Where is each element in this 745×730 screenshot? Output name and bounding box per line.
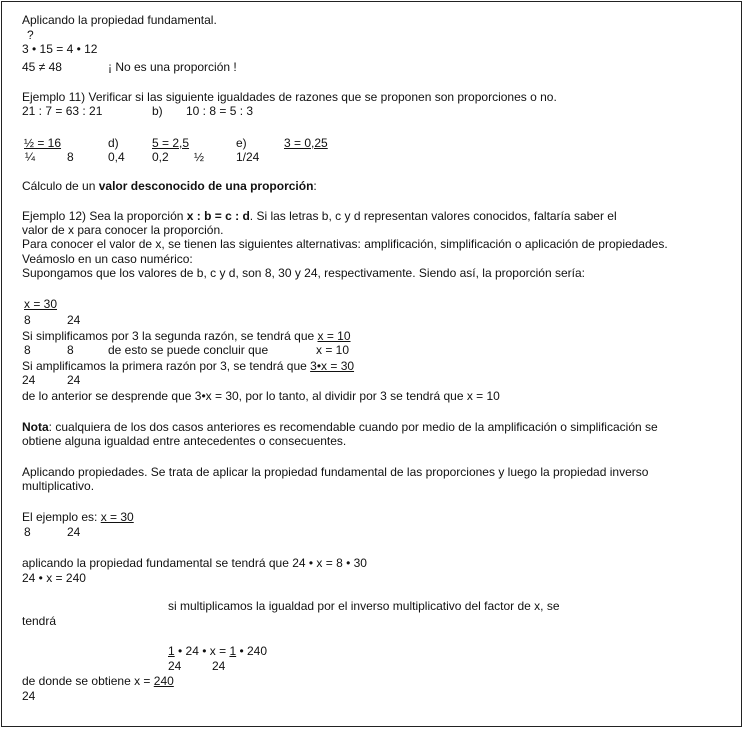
fraction-row-numerator: 3 = 0,25 [284, 136, 328, 150]
fraction-denominator: 0,2 [152, 150, 169, 164]
equation-line: 24 • x = 240 [22, 571, 86, 585]
paragraph-line: tendrá [22, 614, 57, 628]
exercise-e-label: e) [236, 136, 247, 150]
proportion-denominator: 8 [24, 313, 31, 327]
paragraph-line: multiplicativo. [22, 479, 95, 493]
amplify-denominator: 24 [22, 373, 36, 387]
question-mark: ? [27, 28, 34, 42]
exercise-b: 10 : 8 = 5 : 3 [186, 104, 254, 118]
inverse-denominator: 24 [168, 659, 182, 673]
fraction-denominator: ½ [194, 150, 205, 164]
simplify-denominator: 8 [24, 343, 31, 357]
fraction-denominator: 0,4 [108, 150, 125, 164]
fraction-denominator: ¼ [25, 150, 36, 164]
exercise-a: 21 : 7 = 63 : 21 [22, 104, 103, 118]
fraction-denominator: 1/24 [236, 150, 260, 164]
paragraph-line: Veámoslo en un caso numérico: [22, 252, 193, 266]
paragraph-line: Para conocer el valor de x, se tienen las siguientes alternativas: amplificación, simplificación o aplicación de propiedades. [22, 237, 668, 251]
example-denominator: 24 [67, 525, 81, 539]
inverse-equation: 1 • 24 • x = 1 • 240 [168, 644, 268, 658]
example-11-title: Ejemplo 11) Verificar si las siguiente igualdades de razones que se proponen son proporciones o no. [22, 90, 557, 104]
example-denominator: 8 [24, 525, 31, 539]
paragraph-line: de lo anterior se desprende que 3•x = 30, por lo tanto, al dividir por 3 se tendrá que x = 10 [22, 389, 500, 403]
fraction-row-numerator: 5 = 2,5 [152, 136, 190, 150]
paragraph-line: obtiene alguna igualdad entre antecedentes o consecuentes. [22, 434, 347, 448]
paragraph-line: Supongamos que los valores de b, c y d, son 8, 30 y 24, respectivamente. Siendo así, la proporción sería: [22, 266, 585, 280]
conclusion-text: de esto se puede concluir que [108, 343, 269, 357]
paragraph-line: aplicando la propiedad fundamental se tendrá que 24 • x = 8 • 30 [22, 556, 367, 570]
amplify-line: Si amplificamos la primera razón por 3, se tendrá que 3•x = 30 [22, 359, 355, 373]
paragraph-line: Aplicando propiedades. Se trata de aplicar la propiedad fundamental de las proporciones y luego la propiedad inverso [22, 465, 649, 479]
not-proportion-note: ¡ No es una proporción ! [108, 60, 237, 74]
proportion-denominator: 24 [67, 313, 81, 327]
conclusion-result: x = 10 [316, 343, 350, 357]
fraction-row-numerator: ½ = 16 [24, 136, 62, 150]
result-denominator: 24 [22, 689, 36, 703]
exercise-b-label: b) [152, 104, 163, 118]
exercise-d-label: d) [108, 136, 119, 150]
section-heading-unknown-value: Cálculo de un valor desconocido de una proporción: [22, 179, 317, 193]
example-12-title: Ejemplo 12) Sea la proporción x : b = c : d. Si las letras b, c y d representan valores conocidos, faltaría saber el [22, 209, 617, 223]
result-line: de donde se obtiene x = 240 [22, 674, 174, 688]
heading-fundamental-property: Aplicando la propiedad fundamental. [22, 13, 217, 27]
equation-line: 3 • 15 = 4 • 12 [22, 42, 98, 56]
note-line: Nota: cualquiera de los dos casos anteriores es recomendable cuando por medio de la amplificación o simplificación se [22, 420, 658, 434]
paragraph-line: valor de x para conocer la proporción. [22, 223, 224, 237]
proportion-numerator: x = 30 [24, 297, 58, 311]
fraction-denominator: 8 [67, 150, 74, 164]
amplify-denominator: 24 [67, 373, 81, 387]
example-line: El ejemplo es: x = 30 [22, 510, 134, 524]
inverse-denominator: 24 [212, 659, 226, 673]
simplify-denominator: 8 [67, 343, 74, 357]
paragraph-line: si multiplicamos la igualdad por el inverso multiplicativo del factor de x, se [168, 599, 560, 613]
inequality-line: 45 ≠ 48 [22, 60, 62, 74]
simplify-line: Si simplificamos por 3 la segunda razón, se tendrá que x = 10 [22, 329, 351, 343]
